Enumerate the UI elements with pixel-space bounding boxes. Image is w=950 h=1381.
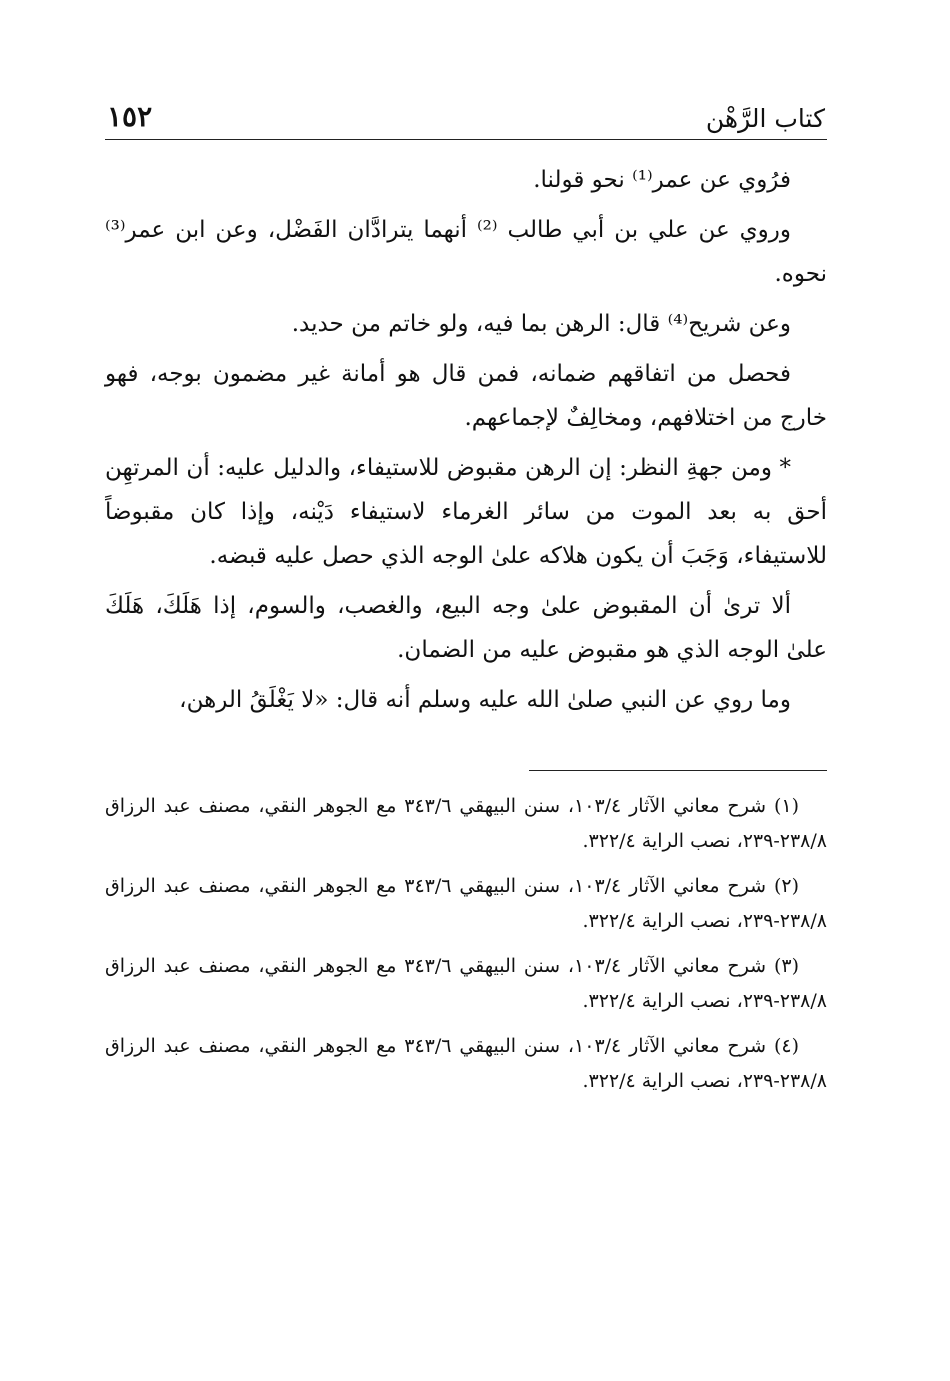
footnote: (١) شرح معاني الآثار ١٠٣/٤، سنن البيهقي ٣٤٣/٦ مع الجوهر النقي، مصنف عبد الرزاق ٢٣٨/٨-٢٣٩، نصب الراية ٣٢٢/٤. xyxy=(105,795,827,852)
book-page xyxy=(105,88,827,1109)
footnote: (٣) شرح معاني الآثار ١٠٣/٤، سنن البيهقي ٣٤٣/٦ مع الجوهر النقي، مصنف عبد الرزاق ٢٣٨/٨-٢٣٩، نصب الراية ٣٢٢/٤. xyxy=(105,955,827,1012)
page-header xyxy=(105,88,827,140)
footnote: (٢) شرح معاني الآثار ١٠٣/٤، سنن البيهقي ٣٤٣/٦ مع الجوهر النقي، مصنف عبد الرزاق ٢٣٨/٨-٢٣٩، نصب الراية ٣٢٢/٤. xyxy=(105,875,827,932)
paragraph: فحصل من اتفاقهم ضمانه، فمن قال هو أمانة غير مضمون بوجه، فهو خارج من اختلافهم، ومخالِفٌ لإجماعهم. xyxy=(105,361,827,431)
paragraph: فرُوي عن عمر⁽¹⁾ نحو قولنا. xyxy=(533,167,791,193)
paragraph: ألا ترىٰ أن المقبوض علىٰ وجه البيع، والغصب، والسوم، إذا هَلَكَ، هَلَكَ علىٰ الوجه الذي هو مقبوض عليه من الضمان. xyxy=(105,593,827,663)
footnote: (٤) شرح معاني الآثار ١٠٣/٤، سنن البيهقي ٣٤٣/٦ مع الجوهر النقي، مصنف عبد الرزاق ٢٣٨/٨-٢٣٩، نصب الراية ٣٢٢/٤. xyxy=(105,1035,827,1092)
page-number: ١٥٢ xyxy=(107,100,153,133)
running-title: كتاب الرَّهْن xyxy=(705,104,825,133)
paragraph: وروي عن علي بن أبي طالب ⁽²⁾ أنهما يترادَّان الفَضْل، وعن ابن عمر⁽³⁾ نحوه. xyxy=(105,217,827,287)
footnotes xyxy=(105,789,827,1099)
paragraph: * ومن جهةِ النظر: إن الرهن مقبوض للاستيفاء، والدليل عليه: أن المرتهِن أحق به بعد الموت من سائر الغرماء لاستيفاء دَيْنه، وإذا كان مقبوضاً للاستيفاء، وَجَبَ أن يكون هلاكه علىٰ الوجه الذي حصل عليه قبضه. xyxy=(105,455,827,569)
paragraph: وما روي عن النبي صلىٰ الله عليه وسلم أنه قال: «لا يَغْلَقُ الرهن، xyxy=(179,687,791,713)
main-text xyxy=(105,158,827,722)
footnote-separator xyxy=(529,770,827,771)
paragraph: وعن شريح⁽⁴⁾ قال: الرهن بما فيه، ولو خاتم من حديد. xyxy=(291,311,791,337)
